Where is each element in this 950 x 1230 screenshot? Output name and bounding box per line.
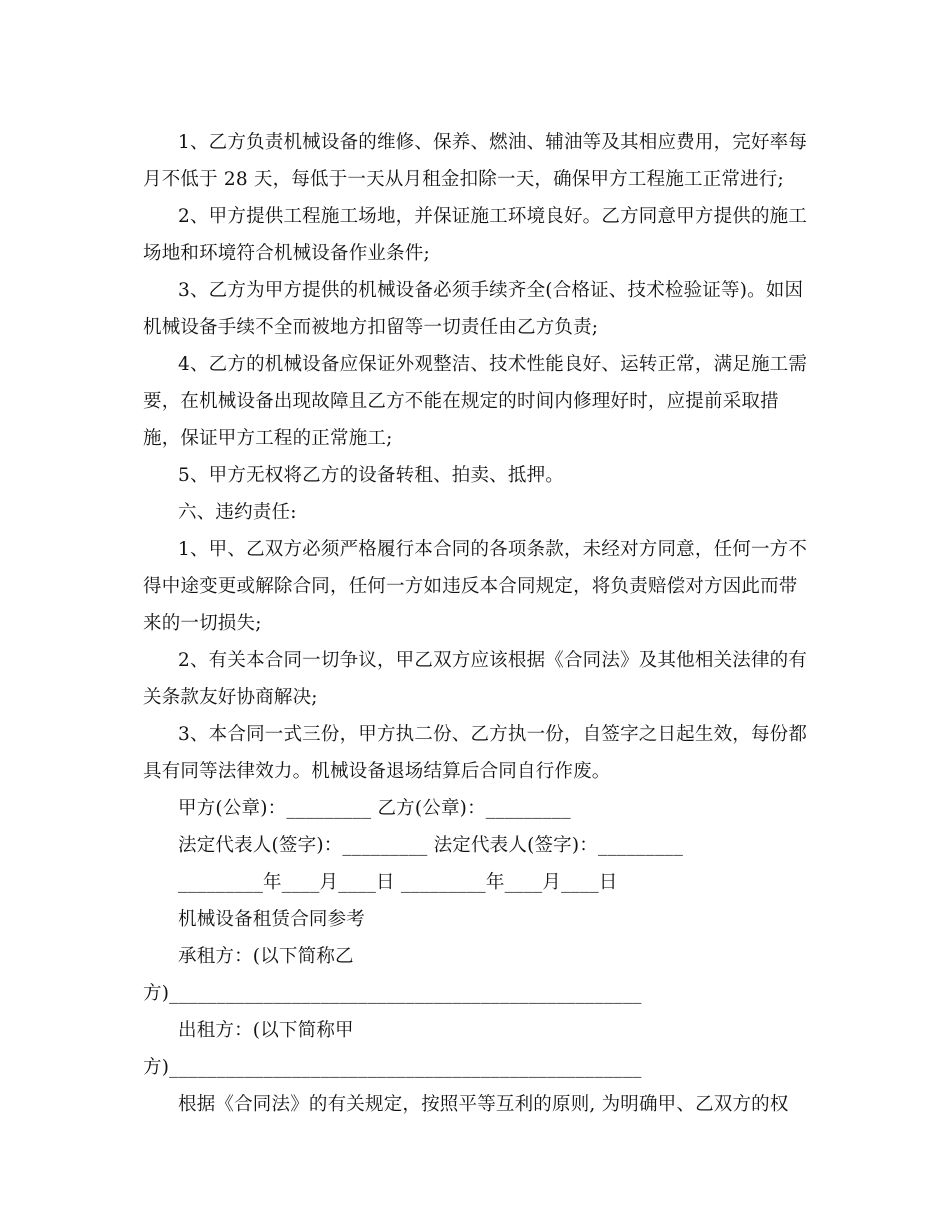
- text-line: 关条款友好协商解决;: [143, 687, 318, 708]
- text-line: 方)__________________________________________________: [143, 1057, 642, 1078]
- text-line: 2、甲方提供工程施工场地，并保证施工环境良好。乙方同意甲方提供的施工: [178, 206, 808, 227]
- text-line: 3、乙方为甲方提供的机械设备必须手续齐全(合格证、技术检验证等)。如因: [178, 280, 804, 301]
- text-line: 2、有关本合同一切争议，甲乙双方应该根据《合同法》及其他相关法律的有: [178, 650, 808, 671]
- text-line: 4、乙方的机械设备应保证外观整洁、技术性能良好、运转正常，满足施工需: [178, 354, 808, 375]
- text-line: 机械设备手续不全而被地方扣留等一切责任由乙方负责;: [143, 317, 599, 338]
- text-line: 出租方：(以下简称甲: [178, 1020, 354, 1041]
- text-line: 根据《合同法》的有关规定，按照平等互利的原则, 为明确甲、乙双方的权: [178, 1094, 789, 1115]
- date-line: _________年____月____日 _________年____月____日: [178, 872, 618, 893]
- text-line: 具有同等法律效力。机械设备退场结算后合同自行作废。: [143, 761, 611, 782]
- text-line: 得中途变更或解除合同，任何一方如违反本合同规定，将负责赔偿对方因此而带: [143, 576, 798, 597]
- text-line: 5、甲方无权将乙方的设备转租、拍卖、抵押。: [178, 465, 564, 486]
- text-line: 场地和环境符合机械设备作业条件;: [143, 243, 430, 264]
- text-line: 来的一切损失;: [143, 613, 262, 634]
- text-line: 承租方：(以下简称乙: [178, 946, 354, 967]
- text-line: 1、乙方负责机械设备的维修、保养、燃油、辅油等及其相应费用，完好率每: [178, 132, 808, 153]
- text-line: 要，在机械设备出现故障且乙方不能在规定的时间内修理好时，应提前采取措: [143, 391, 779, 412]
- text-line: 3、本合同一式三份，甲方执二份、乙方执一份，自签字之日起生效，每份都: [178, 724, 808, 745]
- section-heading: 六、违约责任:: [178, 502, 297, 523]
- text-line: 1、甲、乙双方必须严格履行本合同的各项条款，未经对方同意，任何一方不: [178, 539, 808, 560]
- signature-line: 甲方(公章)：_________ 乙方(公章)：_________: [178, 798, 571, 819]
- document-subtitle: 机械设备租赁合同参考: [178, 909, 366, 930]
- text-line: 月不低于 28 天，每低于一天从月租金扣除一天，确保甲方工程施工正常进行;: [143, 169, 784, 190]
- signature-line: 法定代表人(签字)：_________ 法定代表人(签字)：_________: [178, 835, 684, 856]
- text-line: 方)__________________________________________________: [143, 983, 642, 1004]
- text-line: 施，保证甲方工程的正常施工;: [143, 428, 393, 449]
